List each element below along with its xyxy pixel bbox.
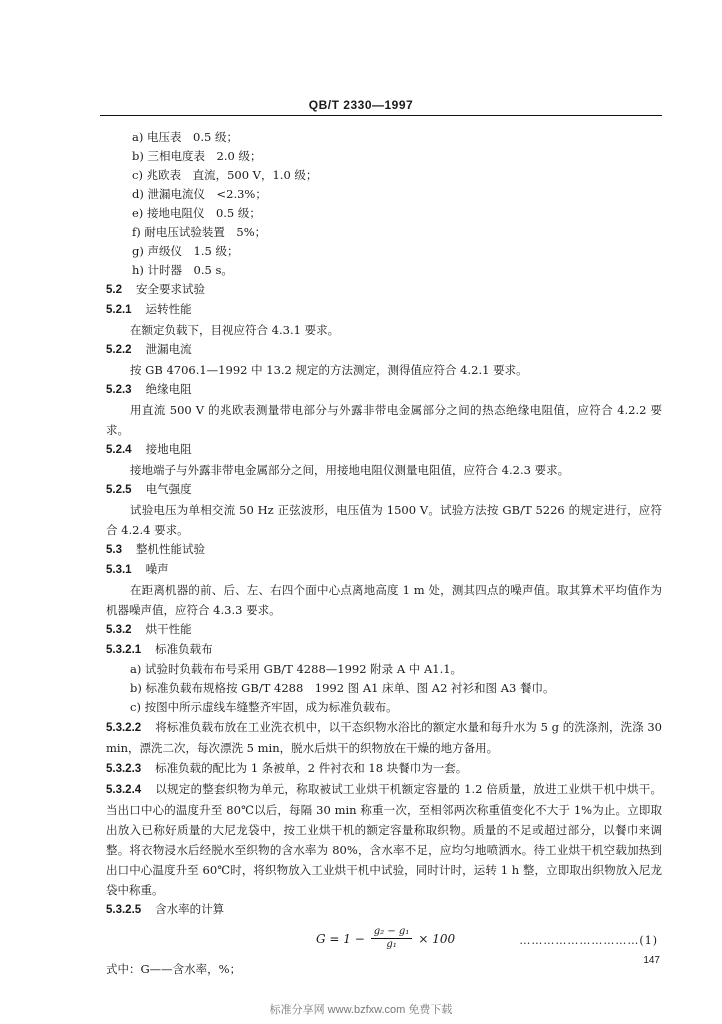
formula-fraction	[371, 926, 413, 951]
section-number: 5.2	[106, 284, 122, 296]
section-text: 试验电压为单相交流 50 Hz 正弦波形，电压值为 1500 V。试验方法按 GB/T 5226 的规定进行，应符合 4.2.4 要求。	[106, 503, 662, 537]
section-heading	[106, 540, 662, 560]
section-text: 将标准负载布放在工业洗衣机中，以干态织物水浴比的额定水量和每升水为 5 g 的洗涤剂，洗涤 30 min，漂洗二次，每次漂洗 5 min，脱水后烘干的织物放在干燥的地方备用。	[106, 720, 662, 755]
formula-block	[106, 922, 662, 960]
section-number: 5.2.3	[106, 384, 132, 396]
section-title: 标准负载布	[155, 642, 213, 656]
formula-lhs: G = 1 −	[316, 931, 365, 946]
section-text: 按 GB 4706.1—1992 中 13.2 规定的方法测定，测得值应符合 4.2.1 要求。	[130, 363, 528, 377]
section-title: 噪声	[145, 562, 169, 576]
numbered-paragraph	[106, 779, 662, 900]
list-item: b) 标准负载布规格按 GB/T 4288 1992 图 A1 床单、图 A2 衬衫和图 A3 餐巾。	[130, 681, 555, 695]
section-text: 用直流 500 V 的兆欧表测量带电部分与外露非带电金属部分之间的热态绝缘电阻值，应符合 4.2.2 要求。	[106, 403, 662, 437]
list-item: g) 声级仪 1.5 级；	[132, 244, 239, 258]
section-number: 5.2.4	[106, 444, 132, 456]
section-number: 5.3.2.2	[106, 722, 142, 734]
instrument-list	[106, 128, 662, 280]
numbered-paragraph	[106, 717, 662, 758]
section-heading	[106, 620, 662, 640]
section-text: 接地端子与外露非带电金属部分之间，用接地电阻仪测量电阻值，应符合 4.2.3 要求。	[130, 463, 570, 477]
page-number: 147	[643, 955, 660, 966]
section-title: 含水率的计算	[155, 902, 225, 916]
section-heading	[106, 560, 662, 580]
section-text: 在额定负载下，目视应符合 4.3.1 要求。	[130, 323, 340, 337]
section-text: 以规定的整套织物为单元，称取被试工业烘干机额定容量的 1.2 倍质量，放进工业烘干机中烘干。当出口中心的温度升至 80℃以后，每隔 30 min 称重一次，至相邻两次称重值变化不大于 1%为止。立即取出放入已称好质量的大尼龙袋中，按工业烘干机的额定容量称取织物。质量的不足或超过部分，以餐巾来调整。将衣物浸水后经脱水至织物的含水率为 80%，含水率不足，应均匀地喷洒水。待工业烘干机空载加热到出口中心温度升至 60℃时，将织物放入工业烘干机中试验，同时计时，运转 1 h 整，立即取出织物放入尼龙袋中称重。	[106, 782, 662, 897]
section-number: 5.3.1	[106, 564, 132, 576]
moisture-formula	[316, 926, 455, 951]
section-heading	[106, 640, 662, 660]
section-heading	[106, 340, 662, 360]
section-number: 5.3	[106, 544, 122, 556]
section-title: 运转性能	[145, 302, 192, 316]
section-title: 电气强度	[145, 482, 192, 496]
header-rule	[100, 115, 662, 116]
formula-note: 式中：G——含水率，%；	[106, 962, 242, 976]
list-item: c) 按图中所示虚线车缝整齐牢固，成为标准负载布。	[130, 700, 398, 714]
section-text: 在距离机器的前、后、左、右四个面中心点离地高度 1 m 处，测其四点的噪声值。取其算术平均值作为机器噪声值，应符合 4.3.3 要求。	[106, 583, 662, 617]
section-number: 5.2.1	[106, 304, 132, 316]
section-heading	[106, 300, 662, 320]
footer-watermark: 标准分享网 www.bzfxw.com 免费下载	[269, 1004, 453, 1016]
section-heading	[106, 380, 662, 400]
section-title: 泄漏电流	[145, 342, 192, 356]
document-header: QB/T 2330—1997	[308, 98, 414, 112]
section-heading	[106, 440, 662, 460]
list-item: a) 电压表 0.5 级；	[132, 130, 238, 144]
section-number: 5.2.5	[106, 484, 132, 496]
section-heading	[106, 480, 662, 500]
section-title: 接地电阻	[145, 442, 192, 456]
section-title: 安全要求试验	[136, 282, 205, 296]
section-number: 5.3.2.3	[106, 763, 142, 775]
section-number: 5.2.2	[106, 344, 132, 356]
section-title: 绝缘电阻	[145, 382, 192, 396]
document-body	[106, 128, 662, 979]
list-item: c) 兆欧表 直流，500 V，1.0 级；	[132, 168, 318, 182]
section-heading	[106, 900, 662, 920]
list-item: f) 耐电压试验装置 5%；	[132, 225, 267, 239]
formula-denominator: g₁	[386, 939, 397, 950]
numbered-paragraph	[106, 758, 662, 779]
section-number: 5.3.2	[106, 624, 132, 636]
list-item: h) 计时器 0.5 s。	[132, 263, 233, 277]
section-number: 5.3.2.5	[106, 904, 142, 916]
formula-rhs: × 100	[418, 931, 456, 946]
section-heading	[106, 280, 662, 300]
section-number: 5.3.2.1	[106, 644, 142, 656]
formula-numerator: g₂ − g₁	[371, 926, 413, 939]
list-item: a) 试验时负载布布号采用 GB/T 4288—1992 附录 A 中 A1.1。	[130, 662, 463, 676]
section-text: 标准负载的配比为 1 条被单，2 件衬衣和 18 块餐巾为一套。	[155, 761, 468, 775]
section-number: 5.3.2.4	[106, 784, 142, 796]
list-item: b) 三相电度表 2.0 级；	[132, 149, 262, 163]
list-item: d) 泄漏电流仪 <2.3%；	[132, 187, 267, 201]
equation-number: …………………………(1)	[519, 934, 658, 947]
list-item: e) 接地电阻仪 0.5 级；	[132, 206, 261, 220]
section-title: 整机性能试验	[136, 542, 205, 556]
section-title: 烘干性能	[145, 622, 192, 636]
